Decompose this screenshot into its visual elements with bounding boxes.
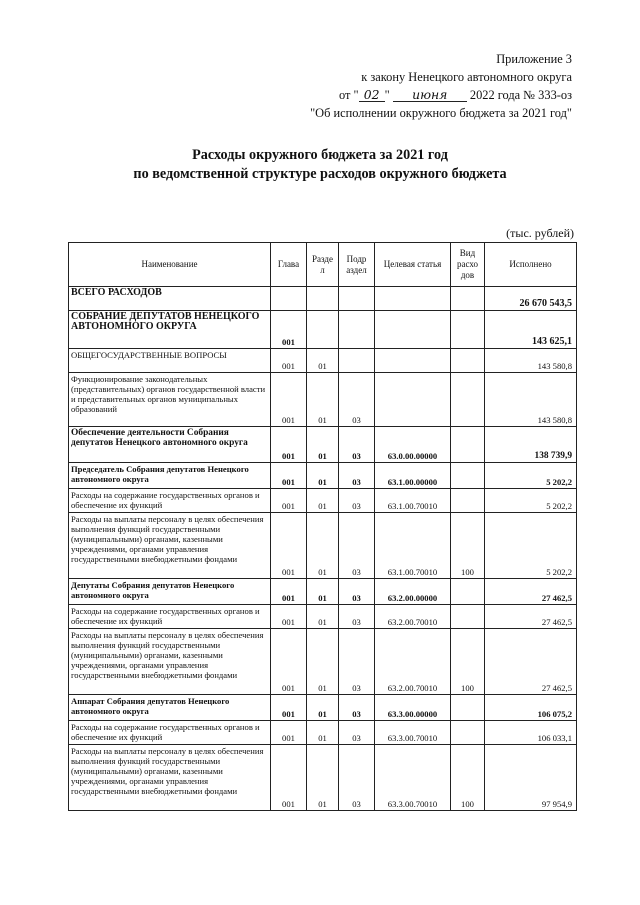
row-value: 97 954,9 [485, 745, 577, 811]
row-podrazdel: 03 [339, 629, 375, 695]
col-header-glava: Глава [271, 243, 307, 287]
row-razdel: 01 [307, 513, 339, 579]
row-statya: 63.0.00.00000 [375, 427, 451, 463]
row-name: Обеспечение деятельности Собрания депутатов Ненецкого автономного округа [69, 427, 271, 463]
row-vid [451, 287, 485, 311]
row-name: Председатель Собрания депутатов Ненецкого автономного округа [69, 463, 271, 489]
row-vid [451, 427, 485, 463]
row-statya: 63.2.00.00000 [375, 579, 451, 605]
row-statya: 63.1.00.70010 [375, 513, 451, 579]
row-glava: 001 [271, 721, 307, 745]
appendix-law-ref: к закону Ненецкого автономного округа [361, 70, 572, 84]
row-podrazdel: 03 [339, 373, 375, 427]
row-podrazdel [339, 287, 375, 311]
row-name: Расходы на содержание государственных органов и обеспечение их функций [69, 605, 271, 629]
col-header-vid: Вид расхо дов [451, 243, 485, 287]
row-statya: 63.3.00.70010 [375, 745, 451, 811]
table-row [69, 287, 577, 311]
table-row [69, 311, 577, 349]
row-razdel: 01 [307, 745, 339, 811]
row-name: ОБЩЕГОСУДАРСТВЕННЫЕ ВОПРОСЫ [69, 349, 271, 373]
row-vid [451, 463, 485, 489]
table-row [69, 349, 577, 373]
row-glava: 001 [271, 695, 307, 721]
row-vid [451, 721, 485, 745]
handwritten-day: 02 [359, 88, 385, 102]
document-title [0, 146, 640, 184]
row-statya [375, 373, 451, 427]
row-podrazdel: 03 [339, 721, 375, 745]
row-name: Функционирование законодательных (представительных) органов государственной власти и представительных органов муниципальных образований [69, 373, 271, 427]
row-podrazdel [339, 311, 375, 349]
row-podrazdel: 03 [339, 605, 375, 629]
table-row [69, 721, 577, 745]
col-header-name: Наименование [69, 243, 271, 287]
row-name: Расходы на выплаты персоналу в целях обеспечения выполнения функций государственными (муниципальными) органами, казенными учреждениями, органами управления государственными внебюджетными фондами [69, 629, 271, 695]
row-razdel: 01 [307, 629, 339, 695]
row-value: 143 580,8 [485, 349, 577, 373]
col-header-value: Исполнено [485, 243, 577, 287]
row-statya: 63.2.00.70010 [375, 629, 451, 695]
table-row [69, 427, 577, 463]
row-vid: 100 [451, 513, 485, 579]
row-value: 143 580,8 [485, 373, 577, 427]
table-row [69, 629, 577, 695]
row-podrazdel: 03 [339, 745, 375, 811]
row-value: 106 075,2 [485, 695, 577, 721]
row-podrazdel: 03 [339, 695, 375, 721]
appendix-number: Приложение 3 [496, 52, 572, 66]
row-statya [375, 349, 451, 373]
row-razdel: 01 [307, 349, 339, 373]
date-quote: " [384, 88, 390, 102]
row-razdel [307, 287, 339, 311]
units-label: (тыс. рублей) [506, 226, 574, 240]
row-glava: 001 [271, 427, 307, 463]
row-podrazdel: 03 [339, 427, 375, 463]
handwritten-month: июня [393, 88, 467, 102]
row-value: 5 202,2 [485, 489, 577, 513]
row-glava: 001 [271, 463, 307, 489]
table-row [69, 463, 577, 489]
row-value: 27 462,5 [485, 579, 577, 605]
col-header-podrazdel: Подр аздел [339, 243, 375, 287]
row-name: Депутаты Собрания депутатов Ненецкого автономного округа [69, 579, 271, 605]
row-glava: 001 [271, 745, 307, 811]
col-header-razdel: Разде л [307, 243, 339, 287]
row-value: 26 670 543,5 [485, 287, 577, 311]
appendix-law-title: "Об исполнении окружного бюджета за 2021 год" [310, 106, 572, 120]
row-name: Расходы на выплаты персоналу в целях обеспечения выполнения функций государственными (муниципальными) органами, казенными учреждениями, органами управления государственными внебюджетными фондами [69, 513, 271, 579]
appendix-header [252, 50, 572, 122]
row-value: 27 462,5 [485, 605, 577, 629]
row-statya: 63.1.00.70010 [375, 489, 451, 513]
row-value: 138 739,9 [485, 427, 577, 463]
table-row [69, 489, 577, 513]
row-name: СОБРАНИЕ ДЕПУТАТОВ НЕНЕЦКОГО АВТОНОМНОГО ОКРУГА [69, 311, 271, 349]
table-row [69, 513, 577, 579]
row-statya: 63.3.00.70010 [375, 721, 451, 745]
row-glava: 001 [271, 605, 307, 629]
row-vid [451, 695, 485, 721]
row-value: 5 202,2 [485, 463, 577, 489]
row-statya: 63.3.00.00000 [375, 695, 451, 721]
row-statya: 63.2.00.70010 [375, 605, 451, 629]
row-value: 106 033,1 [485, 721, 577, 745]
row-value: 27 462,5 [485, 629, 577, 695]
appendix-date-line [252, 86, 572, 104]
row-razdel: 01 [307, 427, 339, 463]
row-statya [375, 287, 451, 311]
row-glava: 001 [271, 513, 307, 579]
row-podrazdel: 03 [339, 489, 375, 513]
row-razdel [307, 311, 339, 349]
row-razdel: 01 [307, 489, 339, 513]
row-glava: 001 [271, 311, 307, 349]
row-razdel: 01 [307, 721, 339, 745]
date-suffix: 2022 года № 333-оз [469, 88, 572, 102]
row-vid [451, 349, 485, 373]
row-vid [451, 373, 485, 427]
row-name: Расходы на содержание государственных органов и обеспечение их функций [69, 721, 271, 745]
row-name: ВСЕГО РАСХОДОВ [69, 287, 271, 311]
row-name: Расходы на содержание государственных органов и обеспечение их функций [69, 489, 271, 513]
row-name: Аппарат Собрания депутатов Ненецкого автономного округа [69, 695, 271, 721]
row-razdel: 01 [307, 373, 339, 427]
row-name: Расходы на выплаты персоналу в целях обеспечения выполнения функций государственными (муниципальными) органами, казенными учреждениями, органами управления государственными внебюджетными фондами [69, 745, 271, 811]
table-header-row [69, 243, 577, 287]
row-value: 143 625,1 [485, 311, 577, 349]
row-vid [451, 605, 485, 629]
row-glava: 001 [271, 489, 307, 513]
row-vid [451, 311, 485, 349]
col-header-statya: Целевая статья [375, 243, 451, 287]
row-statya: 63.1.00.00000 [375, 463, 451, 489]
row-statya [375, 311, 451, 349]
row-razdel: 01 [307, 463, 339, 489]
table-row [69, 579, 577, 605]
row-glava: 001 [271, 373, 307, 427]
row-vid [451, 489, 485, 513]
row-glava: 001 [271, 629, 307, 695]
row-podrazdel [339, 349, 375, 373]
title-line-2: по ведомственной структуре расходов окружного бюджета [133, 166, 507, 182]
expenditure-table [68, 242, 577, 811]
row-podrazdel: 03 [339, 513, 375, 579]
row-podrazdel: 03 [339, 463, 375, 489]
table-row [69, 373, 577, 427]
table-row [69, 695, 577, 721]
row-glava: 001 [271, 579, 307, 605]
row-razdel: 01 [307, 605, 339, 629]
row-glava [271, 287, 307, 311]
date-prefix: от " [338, 88, 359, 102]
row-vid: 100 [451, 629, 485, 695]
row-razdel: 01 [307, 579, 339, 605]
row-podrazdel: 03 [339, 579, 375, 605]
title-line-1: Расходы окружного бюджета за 2021 год [192, 147, 448, 163]
row-razdel: 01 [307, 695, 339, 721]
table-row [69, 745, 577, 811]
table-row [69, 605, 577, 629]
row-vid [451, 579, 485, 605]
row-vid: 100 [451, 745, 485, 811]
row-value: 5 202,2 [485, 513, 577, 579]
row-glava: 001 [271, 349, 307, 373]
